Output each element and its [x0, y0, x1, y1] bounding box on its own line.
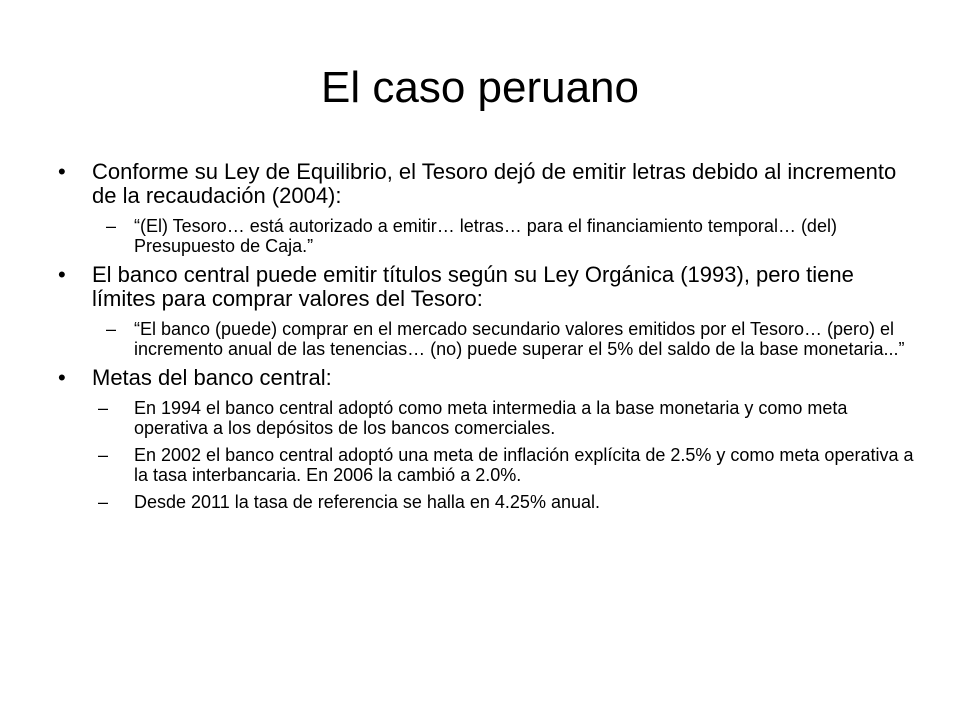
dash-icon: –: [98, 492, 109, 512]
dash-icon: –: [106, 216, 117, 236]
sub-list: [92, 216, 918, 256]
sub-item: [98, 445, 918, 485]
bullet-text: Conforme su Ley de Equilibrio, el Tesoro dejó de emitir letras debido al incremento de la recaudación (2004):: [92, 159, 897, 208]
sub-item-text: “El banco (puede) comprar en el mercado secundario valores emitidos por el Tesoro… (pero) el incremento anual de las tenencias… (no) puede superar el 5% del saldo de la base monetaria...”: [134, 319, 905, 359]
sub-item-text: Desde 2011 la tasa de referencia se halla en 4.25% anual.: [134, 492, 600, 512]
bullet-icon: •: [58, 365, 66, 390]
slide-title: El caso peruano: [321, 63, 639, 112]
dash-icon: –: [98, 445, 109, 465]
bullet-item: [58, 263, 918, 359]
bullet-icon: •: [58, 262, 66, 287]
dash-icon: –: [106, 319, 117, 339]
sub-item: [106, 216, 918, 256]
bullet-list: [58, 160, 918, 519]
sub-item: [106, 319, 918, 359]
sub-item: [98, 492, 918, 512]
sub-item-text: En 2002 el banco central adoptó una meta de inflación explícita de 2.5% y como meta operativa a la tasa interbancaria. En 2006 la cambió a 2.0%.: [134, 445, 914, 485]
sub-item: [98, 398, 918, 438]
sub-item-text: “(El) Tesoro… está autorizado a emitir… letras… para el financiamiento temporal… (del) Presupuesto de Caja.”: [134, 216, 837, 256]
bullet-text: Metas del banco central:: [92, 365, 332, 390]
bullet-text: El banco central puede emitir títulos según su Ley Orgánica (1993), pero tiene límites para comprar valores del Tesoro:: [92, 262, 854, 311]
sub-item-text: En 1994 el banco central adoptó como meta intermedia a la base monetaria y como meta operativa a los depósitos de los bancos comerciales.: [134, 398, 848, 438]
bullet-item: [58, 366, 918, 512]
dash-icon: –: [98, 398, 109, 418]
bullet-item: [58, 160, 918, 256]
sub-list: [92, 319, 918, 359]
sub-list: [92, 398, 918, 512]
bullet-icon: •: [58, 159, 66, 184]
